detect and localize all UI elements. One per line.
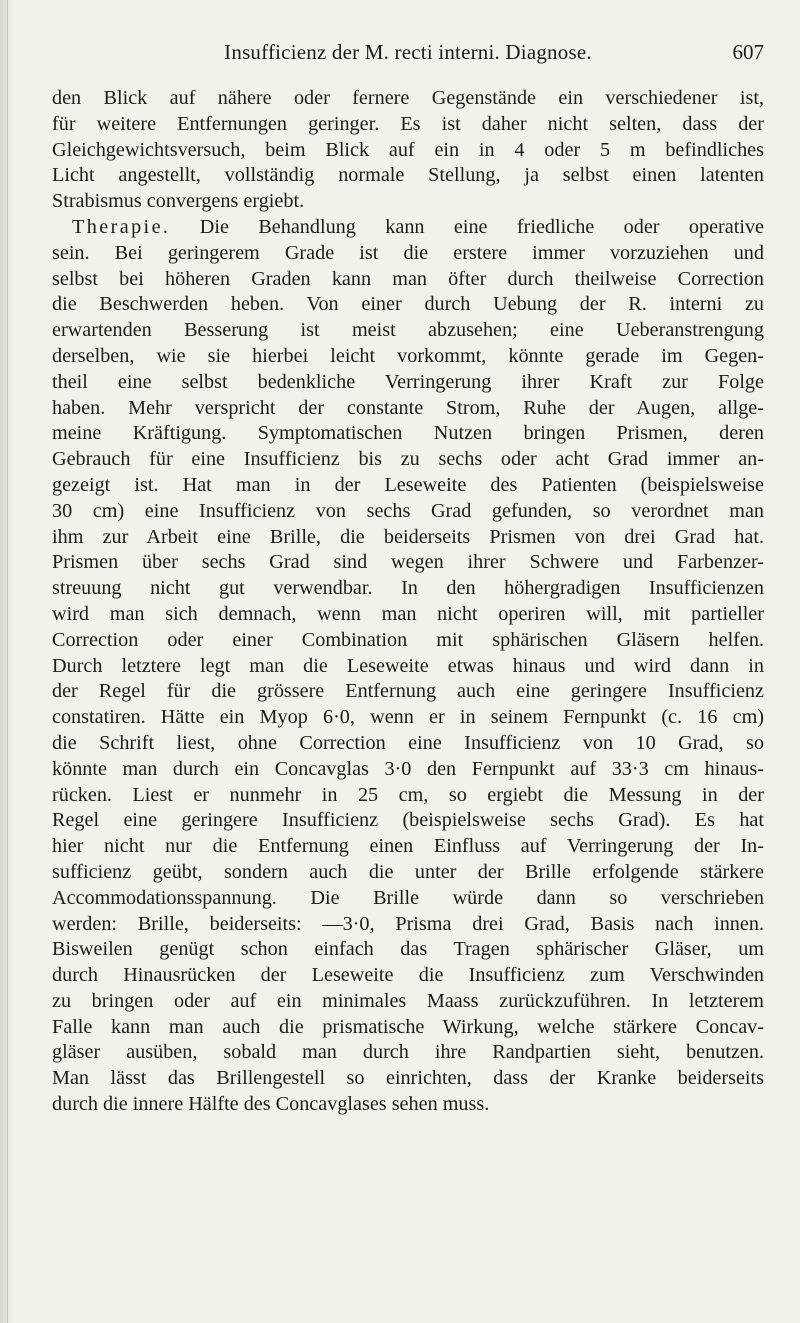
running-title: Insufficienz der M. recti interni. Diagnose. [224,40,592,64]
therapy-paragraph-first-line [52,215,764,241]
page-number: 607 [732,40,764,64]
page-binding-line [7,0,8,1323]
text-line: theil eine selbst bedenkliche Verringerung ihrer Kraft zur Folge [52,370,764,393]
text-line: Licht angestellt, vollständig normale Stellung, ja selbst einen latenten [52,164,764,187]
text-line: der Regel für die grössere Entfernung auch eine geringere Insufficienz [52,680,764,703]
text-line: durch die innere Hälfte des Concavglases sehen muss. [52,1093,490,1116]
text-line: könnte man durch ein Concavglas 3·0 den Fernpunkt auf 33·3 cm hinaus- [52,757,764,780]
text-line: zu bringen oder auf ein minimales Maass zurückzuführen. In letzterem [52,989,764,1012]
text-line: rücken. Liest er nunmehr in 25 cm, so ergiebt die Messung in der [52,783,764,806]
text-line: Accommodationsspannung. Die Brille würde dann so verschrieben [52,886,764,909]
text-line: 30 cm) eine Insufficienz von sechs Grad gefunden, so verordnet man [52,499,764,522]
text-line: hier nicht nur die Entfernung einen Einfluss auf Verringerung der In- [52,835,764,858]
text-line: haben. Mehr verspricht der constante Strom, Ruhe der Augen, allge- [52,396,764,419]
text-line: gläser ausüben, sobald man durch ihre Randpartien sieht, benutzen. [52,1041,764,1064]
body-text [52,86,764,1118]
text-line: Man lässt das Brillengestell so einrichten, dass der Kranke beiderseits [52,1067,764,1090]
text-line: für weitere Entfernungen geringer. Es ist daher nicht selten, dass der [52,112,764,135]
text-line: derselben, wie sie hierbei leicht vorkommt, könnte gerade im Gegen- [52,344,764,367]
text-line: gezeigt ist. Hat man in der Leseweite des Patienten (beispielsweise [52,473,764,496]
text-line: ihm zur Arbeit eine Brille, die beiderseits Prismen von drei Grad hat. [52,525,764,548]
text-line: Gleichgewichtsversuch, beim Blick auf ein in 4 oder 5 m befindliches [52,138,764,161]
text-line: werden: Brille, beiderseits: —3·0, Prisma drei Grad, Basis nach innen. [52,912,764,935]
text-line: Strabismus convergens ergiebt. [52,190,305,213]
text-line: meine Kräftigung. Symptomatischen Nutzen bringen Prismen, deren [52,422,764,445]
text-line: den Blick auf nähere oder fernere Gegenstände ein verschiedener ist, [52,87,764,109]
therapy-heading: Therapie. [72,215,171,238]
text-line: die Beschwerden heben. Von einer durch Uebung der R. interni zu [52,293,764,316]
text-line: durch Hinausrücken der Leseweite die Insufficienz zum Verschwinden [52,964,764,987]
therapy-line-text: Die Behandlung kann eine friedliche oder operative [199,215,764,238]
text-line: constatiren. Hätte ein Myop 6·0, wenn er in seinem Fernpunkt (c. 16 cm) [52,706,764,729]
text-line: Gebrauch für eine Insufficienz bis zu sechs oder acht Grad immer an- [52,448,764,471]
text-line: Bisweilen genügt schon einfach das Tragen sphärischer Gläser, um [52,938,764,961]
text-line: sein. Bei geringerem Grade ist die erstere immer vorzuziehen und [52,241,764,264]
text-line: Durch letztere legt man die Leseweite etwas hinaus und wird dann in [52,654,764,677]
text-line: wird man sich demnach, wenn man nicht operiren will, mit partieller [52,602,764,625]
text-line: Falle kann man auch die prismatische Wirkung, welche stärkere Concav- [52,1015,764,1038]
running-header [52,40,764,70]
text-line: selbst bei höheren Graden kann man öfter durch theilweise Correction [52,267,764,290]
text-line: Correction oder einer Combination mit sphärischen Gläsern helfen. [52,628,764,651]
text-line: streuung nicht gut verwendbar. In den höhergradigen Insufficienzen [52,577,764,600]
text-line: Regel eine geringere Insufficienz (beispielsweise sechs Grad). Es hat [52,809,764,832]
text-line: die Schrift liest, ohne Correction eine Insufficienz von 10 Grad, so [52,731,764,754]
text-line: Prismen über sechs Grad sind wegen ihrer Schwere und Farbenzer- [52,551,764,574]
text-line: erwartenden Besserung ist meist abzusehen; eine Ueberanstrengung [52,319,764,342]
text-line: sufficienz geübt, sondern auch die unter der Brille erfolgende stärkere [52,860,764,883]
